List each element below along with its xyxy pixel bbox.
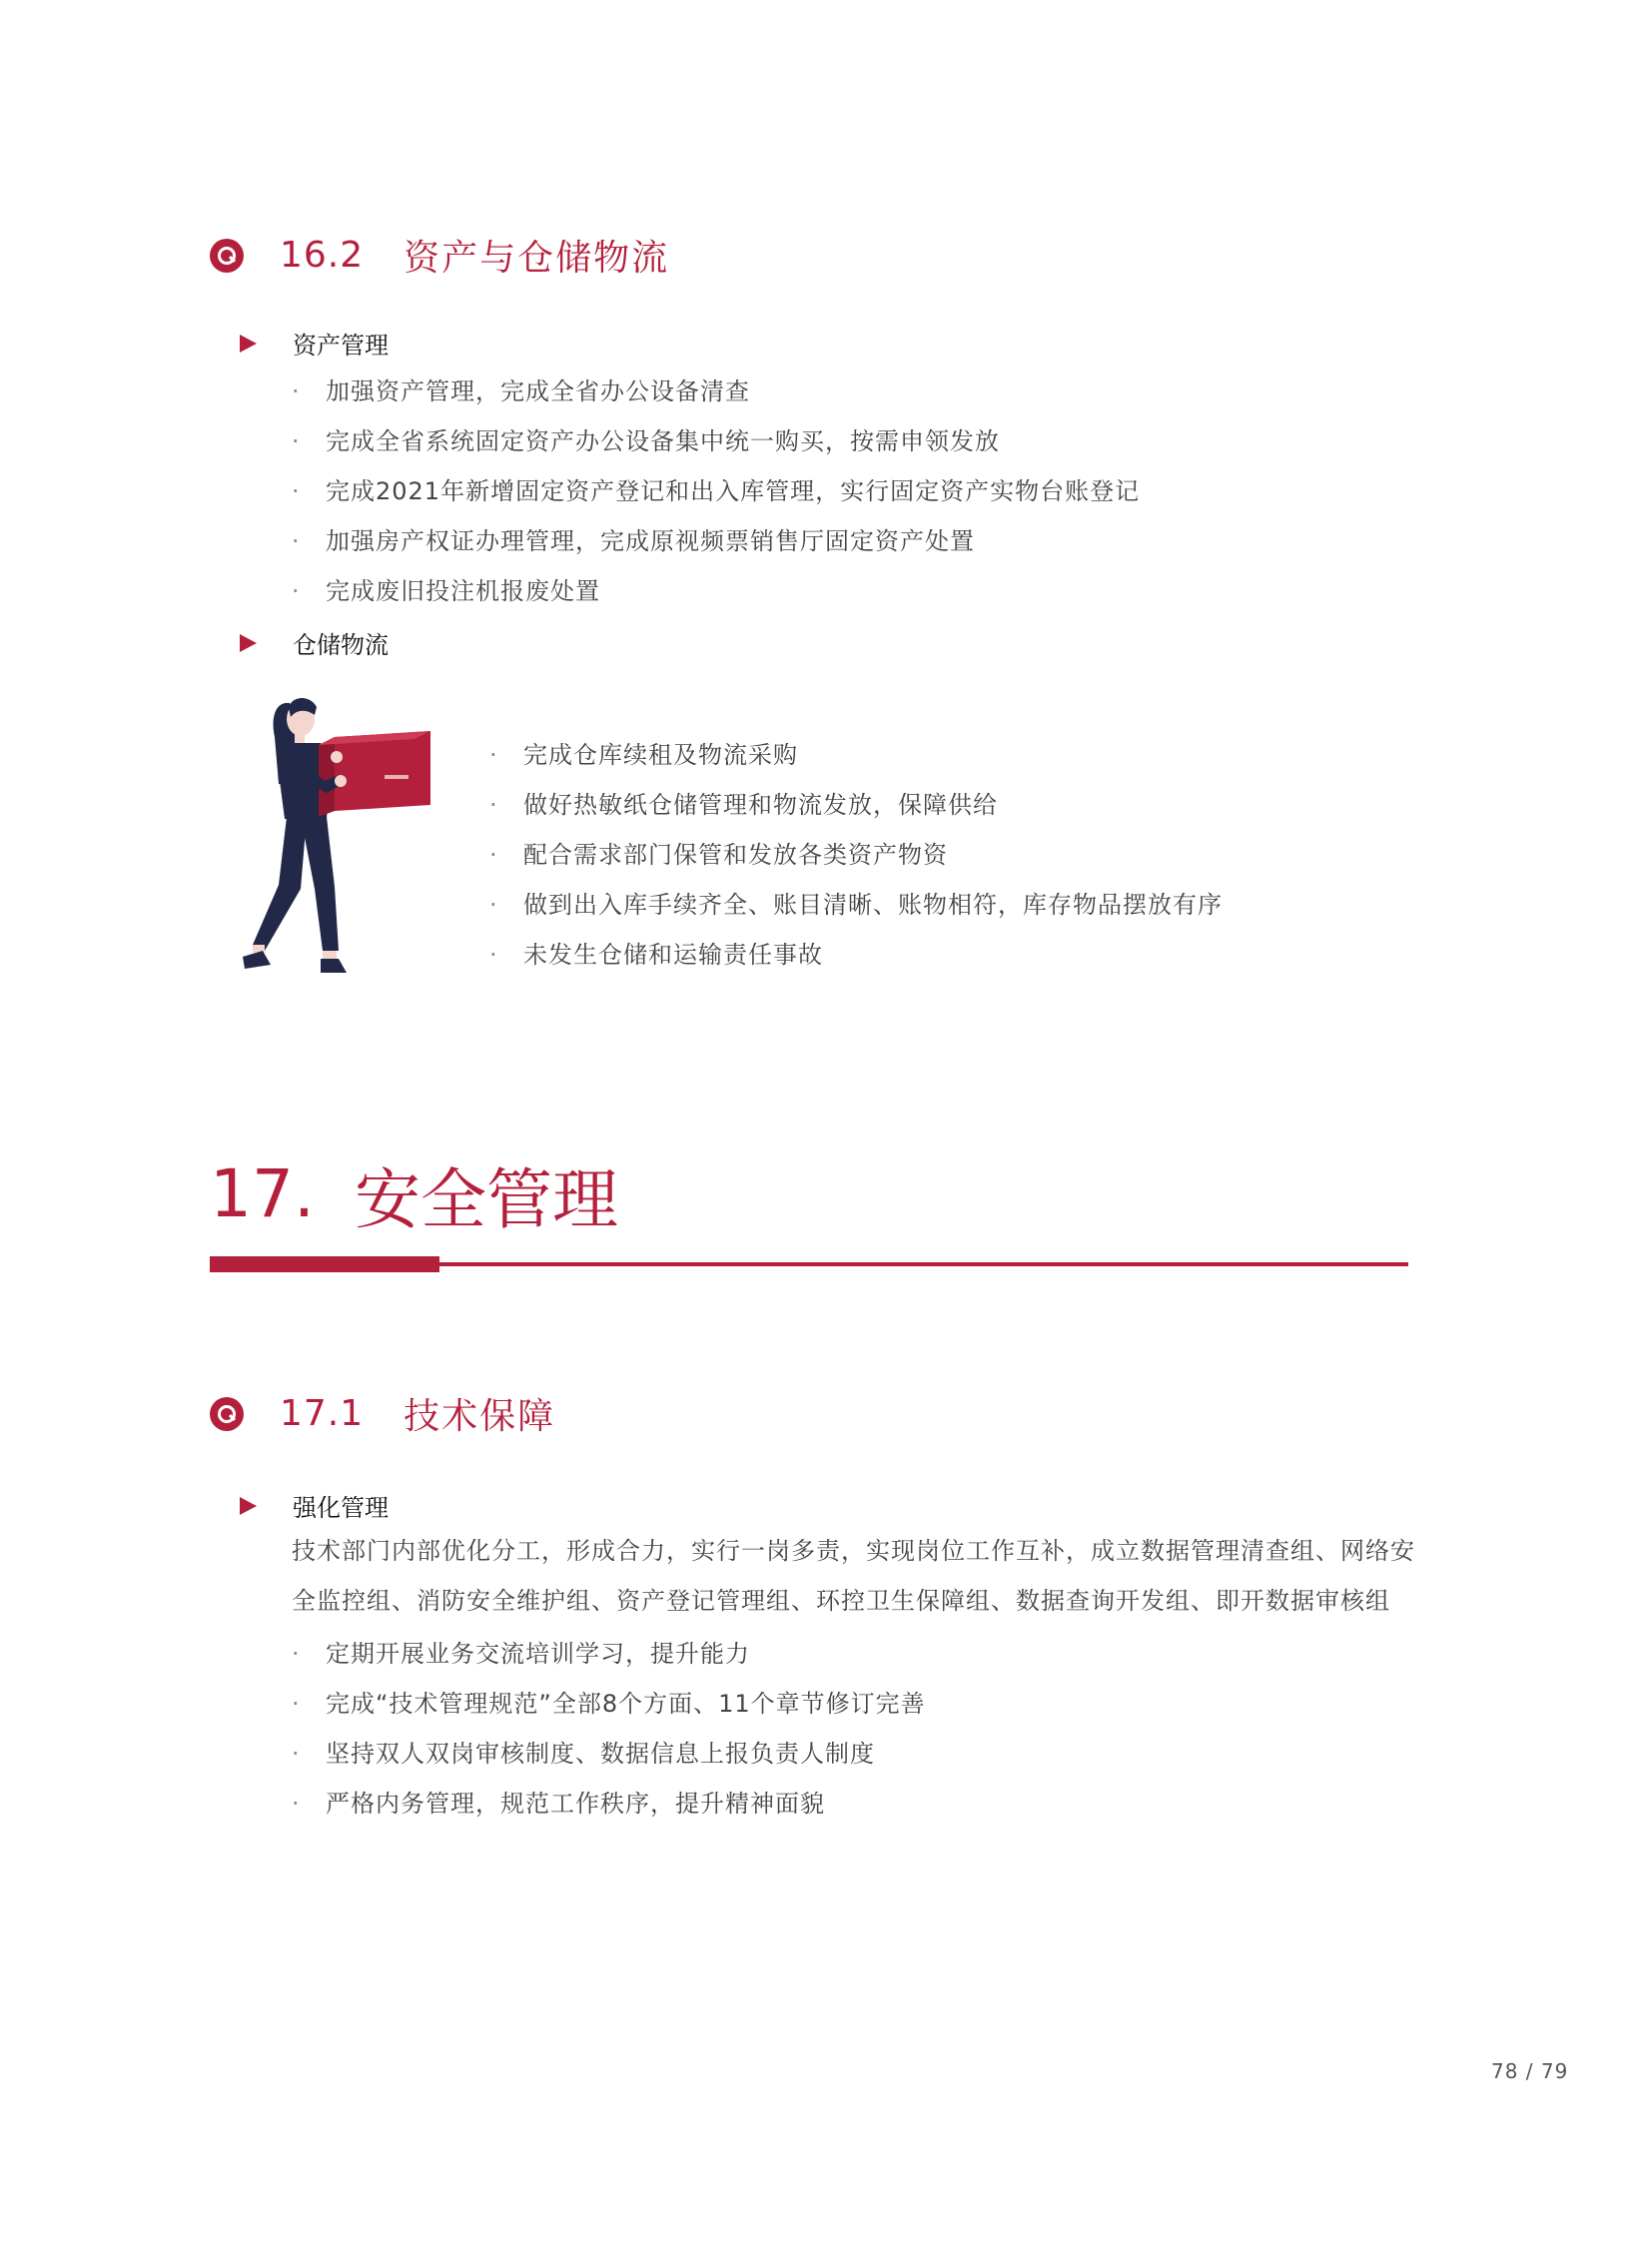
chapter-number: 17. [210,1155,315,1232]
box-icon [319,731,430,817]
q-logo-icon [210,1397,244,1431]
subheading-strengthen-management [240,1488,389,1523]
list-item: · 做到出入库手续齐全、账目清晰、账物相符，库存物品摆放有序 [489,891,1223,919]
list-item: · 完成废旧投注机报废处置 [292,577,600,605]
chapter-title: 安全管理 [354,1161,618,1238]
page-number: 78 / 79 [1491,2059,1569,2083]
list-item: · 坚持双人双岗审核制度、数据信息上报负责人制度 [292,1740,875,1768]
triangle-bullet-icon [240,335,257,353]
strengthen-paragraph: 技术部门内部优化分工，形成合力，实行一岗多责，实现岗位工作互补，成立数据管理清查组、网络安全监控组、消防安全维护组、资产登记管理组、环控卫生保障组、数据查询开发组、即开数据审核组 [292,1537,1415,1615]
asset-management-list [292,375,1140,625]
triangle-bullet-icon [240,634,257,652]
chapter-heading [210,1146,618,1241]
list-item: · 完成“技术管理规范”全部8个方面、11个章节修订完善 [292,1690,926,1718]
chapter-divider-accent [210,1256,439,1272]
list-item: · 加强房产权证办理管理，完成原视频票销售厅固定资产处置 [292,527,975,555]
list-item: · 严格内务管理，规范工作秩序，提升精神面貌 [292,1790,825,1818]
section-heading-16-2 [210,230,669,281]
list-item: · 未发生仓储和运输责任事故 [489,941,823,969]
section-number: 17.1 [280,1393,365,1434]
list-item: · 完成仓库续租及物流采购 [489,741,798,769]
subheading-label: 强化管理 [293,1494,389,1522]
list-item: · 做好热敏纸仓储管理和物流发放，保障供给 [489,791,998,819]
section-number: 16.2 [280,235,365,276]
list-item: · 完成2021年新增固定资产登记和出入库管理，实行固定资产实物台账登记 [292,477,1141,505]
strengthen-list [292,1638,926,1838]
person-carrying-box-illustration [235,689,444,989]
list-item: · 完成全省系统固定资产办公设备集中统一购买，按需申领发放 [292,427,1000,455]
section-title: 资产与仓储物流 [404,238,670,279]
subheading-asset-management [240,326,389,361]
list-item: · 定期开展业务交流培训学习，提升能力 [292,1640,750,1668]
list-item: · 配合需求部门保管和发放各类资产物资 [489,841,948,869]
q-logo-icon [210,239,244,273]
section-heading-17-1 [210,1388,555,1439]
subheading-label: 资产管理 [293,332,389,360]
subheading-warehouse [240,625,389,660]
warehouse-list [489,739,1223,989]
subheading-label: 仓储物流 [293,631,389,659]
section-title: 技术保障 [404,1396,556,1437]
list-item: · 加强资产管理，完成全省办公设备清查 [292,377,750,405]
triangle-bullet-icon [240,1497,257,1515]
